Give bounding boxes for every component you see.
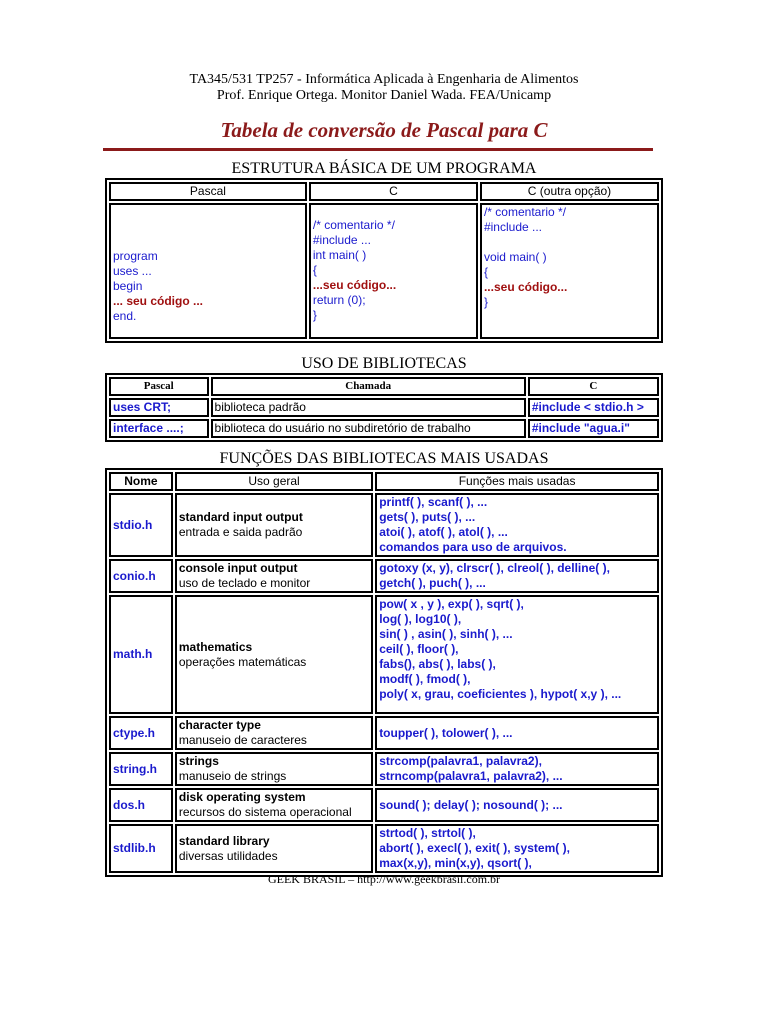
function-line: strcomp(palavra1, palavra2), [379,754,542,768]
code-line: end. [113,308,137,323]
table-row [109,493,659,557]
usage-portuguese: diversas utilidades [178,848,278,863]
title-rule [103,148,653,151]
code-line: /* comentario */ [483,205,567,219]
code-line: #include ... [312,233,371,247]
library-name-cell: stdlib.h [109,824,173,873]
section-libraries-heading: USO DE BIBLIOTECAS [301,355,467,372]
usage-cell [175,788,373,822]
library-name-cell: string.h [109,752,173,786]
section-functions-heading: FUNÇÕES DAS BIBLIOTECAS MAIS USADAS [219,450,549,467]
usage-portuguese: entrada e saida padrão [178,525,303,539]
function-line: getch( ), puch( ), ... [379,576,486,590]
function-line: toupper( ), tolower( ), ... [379,725,513,740]
table-row [109,752,659,786]
code-line [484,235,655,250]
code-line: begin [113,278,143,293]
code-line: program [113,248,158,263]
code-line: ...seu código... [312,278,397,292]
libraries-table [105,373,663,442]
column-header: C (outra opção) [480,182,659,201]
usage-cell [175,716,373,750]
column-header: Nome [109,472,173,491]
usage-portuguese: operações matemáticas [178,654,307,669]
usage-english: disk operating system [178,790,306,804]
code-line: ...seu código... [483,280,568,294]
c-include-cell: #include "agua.i" [528,419,659,438]
library-name-cell: ctype.h [109,716,173,750]
function-line: printf( ), scanf( ), ... [379,495,488,509]
structure-table [105,178,663,343]
code-line: uses ... [113,263,152,278]
usage-portuguese: recursos do sistema operacional [178,805,352,819]
column-header: Chamada [211,377,526,396]
document-title: Tabela de conversão de Pascal para C [220,118,548,142]
column-header: C [309,182,478,201]
table-header-row [109,472,659,491]
function-line: ceil( ), floor( ), [379,642,459,656]
column-header: Pascal [109,182,307,201]
usage-cell [175,752,373,786]
usage-cell [175,493,373,557]
functions-cell [375,595,659,714]
functions-cell [375,716,659,750]
c-structure-cell [309,203,478,339]
usage-portuguese: manuseio de strings [178,769,287,783]
functions-cell [375,824,659,873]
code-line: void main( ) [483,250,547,264]
function-line: log( ), log10( ), [379,612,462,626]
usage-cell [175,559,373,593]
code-line: ... seu código ... [113,293,204,308]
functions-cell [375,752,659,786]
function-line: gotoxy (x, y), clrscr( ), clreol( ), delline( ), [379,561,610,575]
course-header: TA345/531 TP257 - Informática Aplicada à Engenharia de Alimentos [189,72,579,87]
table-row [109,419,659,438]
functions-cell [375,788,659,822]
table-row [109,788,659,822]
function-line: pow( x , y ), exp( ), sqrt( ), [379,597,524,611]
usage-english: standard library [178,833,270,848]
pascal-structure-cell [109,203,307,339]
code-line: } [312,308,317,322]
call-description-cell: biblioteca do usuário no subdiretório de trabalho [211,419,526,438]
usage-english: standard input output [178,510,303,524]
function-line: modf( ), fmod( ), [379,672,471,686]
functions-table [105,468,663,877]
call-description-cell: biblioteca padrão [211,398,526,417]
professor-header: Prof. Enrique Ortega. Monitor Daniel Wada. FEA/Unicamp [216,88,552,103]
column-header: Pascal [109,377,209,396]
table-row [109,716,659,750]
function-line: sound( ); delay( ); nosound( ); ... [379,797,563,812]
function-line: atoi( ), atof( ), atol( ), ... [379,525,508,539]
functions-cell [375,559,659,593]
function-line: poly( x, grau, coeficientes ), hypot( x,y ), ... [379,687,622,701]
c-alt-structure-cell [480,203,659,339]
pascal-call-cell: interface ....; [109,419,209,438]
code-line: int main( ) [312,248,367,262]
function-line: sin( ) , asin( ), sinh( ), ... [379,627,513,641]
table-row [109,595,659,714]
table-header-row [109,182,659,201]
table-row [109,398,659,417]
usage-english: mathematics [178,639,253,654]
column-header: Funções mais usadas [375,472,659,491]
usage-english: character type [178,718,261,732]
structure-row [109,203,659,339]
code-line: { [312,263,317,277]
function-line: gets( ), puts( ), ... [379,510,476,524]
function-line: fabs(), abs( ), labs( ), [379,657,496,671]
function-line: abort( ), execl( ), exit( ), system( ), [379,841,570,855]
column-header: Uso geral [175,472,373,491]
table-header-row [109,377,659,396]
library-name-cell: dos.h [109,788,173,822]
usage-cell [175,824,373,873]
library-name-cell: conio.h [109,559,173,593]
code-line: return (0); [312,293,366,307]
function-line: max(x,y), min(x,y), qsort( ), [379,856,532,870]
code-line: #include ... [483,220,543,234]
column-header: C [528,377,659,396]
function-line: comandos para uso de arquivos. [379,540,567,554]
function-line: strtod( ), strtol( ), [379,826,476,840]
library-name-cell: stdio.h [109,493,173,557]
table-row [109,559,659,593]
usage-portuguese: uso de teclado e monitor [178,576,311,590]
footer-credit: GEEK BRASIL – http://www.geekbrasil.com.br [267,872,501,886]
function-line: strncomp(palavra1, palavra2), ... [379,769,563,783]
usage-english: console input output [178,561,298,575]
usage-english: strings [178,754,219,768]
code-line: /* comentario */ [312,218,395,232]
usage-portuguese: manuseio de caracteres [178,733,307,747]
functions-cell [375,493,659,557]
usage-cell [175,595,373,714]
table-row [109,824,659,873]
section-structure-heading: ESTRUTURA BÁSICA DE UM PROGRAMA [231,160,537,177]
c-include-cell: #include < stdio.h > [528,398,659,417]
code-line: } [483,295,488,309]
pascal-call-cell: uses CRT; [109,398,209,417]
code-line: { [483,265,488,279]
library-name-cell: math.h [109,595,173,714]
